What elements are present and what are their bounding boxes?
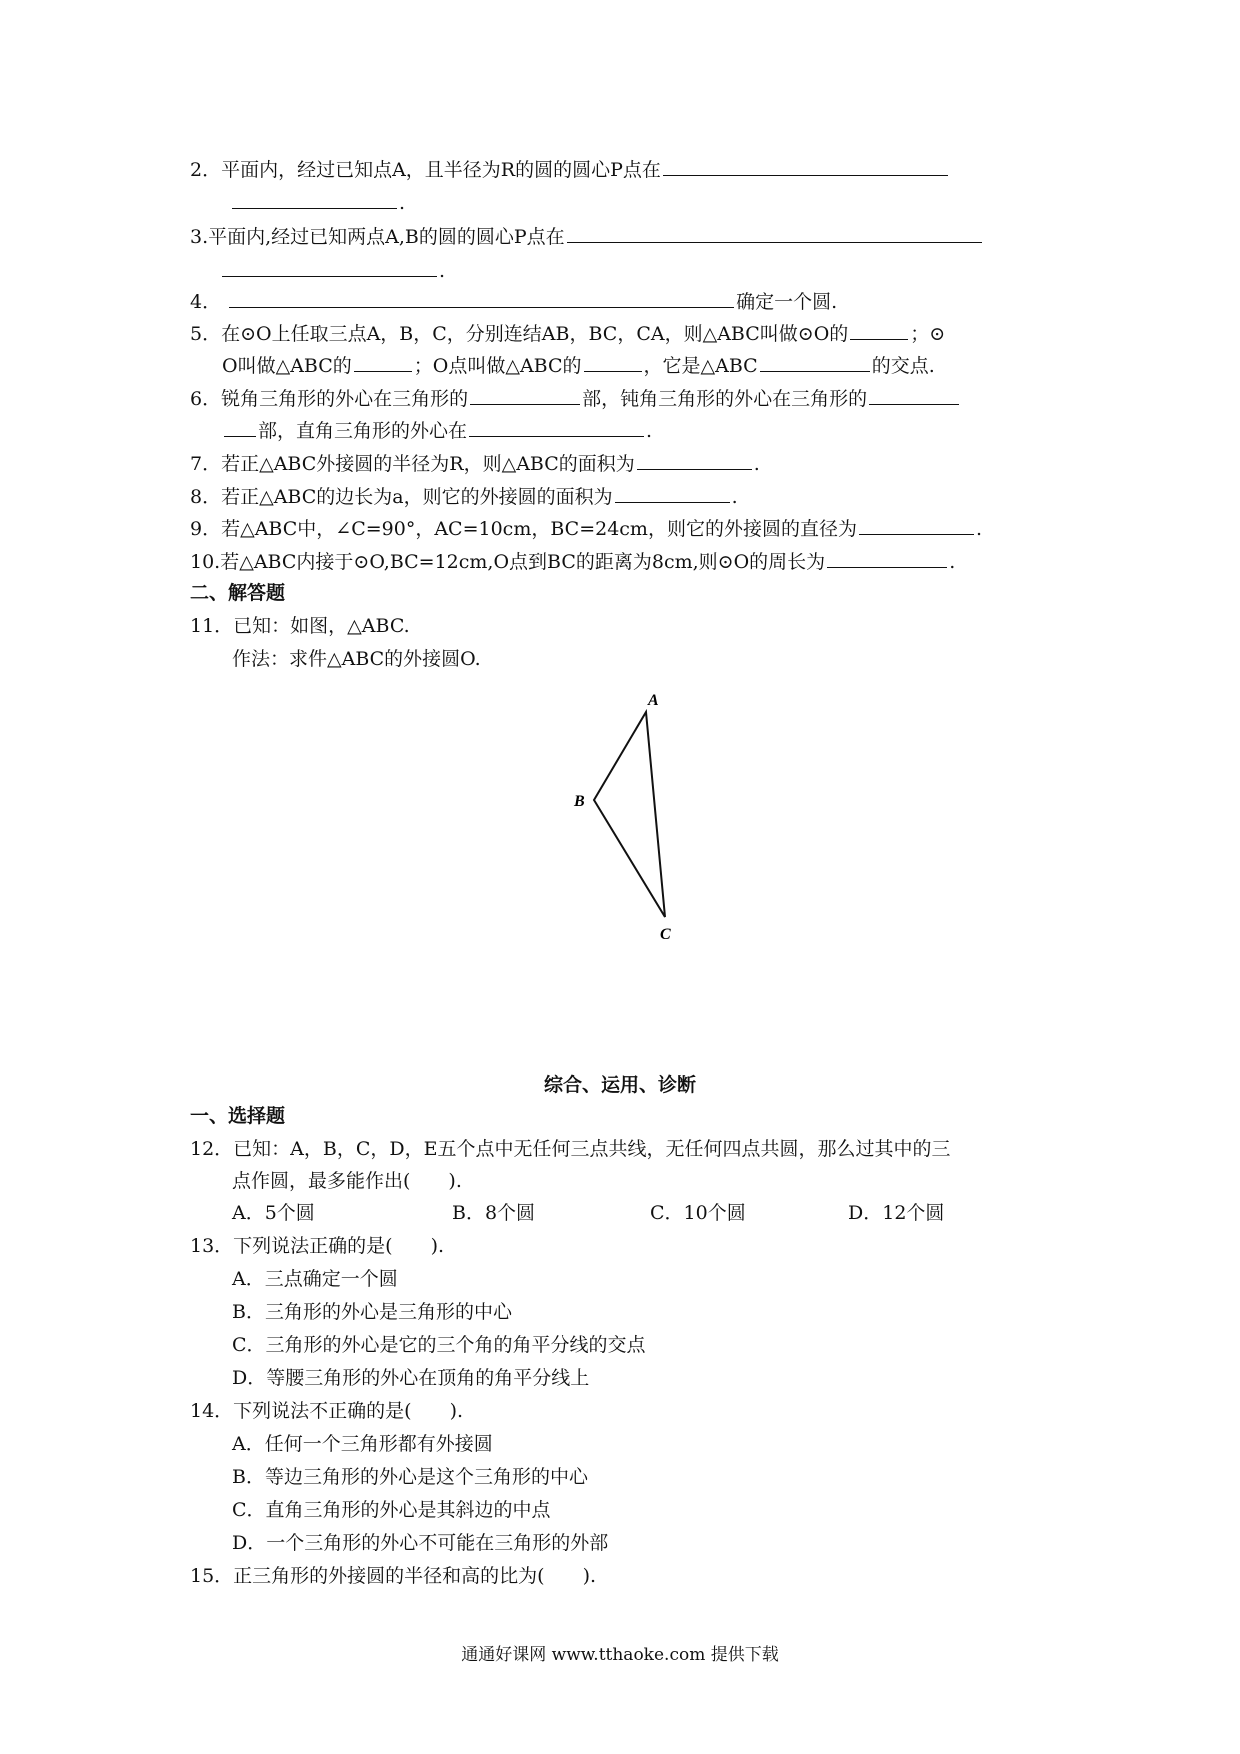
question-7 [190, 449, 760, 477]
answer-blank[interactable] [222, 256, 437, 277]
option-c[interactable]: C．10个圆 [650, 1202, 746, 1224]
answer-blank[interactable] [567, 222, 982, 243]
question-5 [190, 319, 945, 347]
answer-blank[interactable] [850, 319, 908, 340]
option-c[interactable]: C．三角形的外心是它的三个角的角平分线的交点 [232, 1334, 646, 1356]
period: . [949, 551, 956, 573]
answer-blank[interactable] [232, 188, 397, 209]
triangle-figure [560, 685, 700, 945]
question-4-text: 确定一个圆. [736, 291, 838, 313]
period: . [753, 453, 760, 475]
question-6-cont [222, 416, 652, 444]
question-11-instruction: 作法：求件△ABC的外接圆O. [232, 648, 481, 670]
page-footer: 通通好课网 www.tthaoke.com 提供下载 [461, 1645, 779, 1665]
question-8 [190, 482, 738, 510]
question-5-cont [222, 351, 935, 379]
question-4-number: 4． [190, 291, 222, 313]
question-6-text: 6．锐角三角形的外心在三角形的 [190, 388, 469, 410]
question-11: 11．已知：如图，△ABC. [190, 615, 410, 637]
question-14: 14．下列说法不正确的是( ). [190, 1400, 464, 1422]
period: . [439, 260, 446, 282]
answer-blank[interactable] [615, 482, 730, 503]
answer-blank[interactable] [470, 384, 580, 405]
question-6 [190, 384, 961, 412]
option-d[interactable]: D．等腰三角形的外心在顶角的角平分线上 [232, 1367, 590, 1389]
question-6-text-b: 部，钝角三角形的外心在三角形的 [582, 388, 868, 410]
section-heading: 一、选择题 [190, 1105, 286, 1127]
question-15: 15．正三角形的外接圆的半径和高的比为( ). [190, 1565, 597, 1587]
option-a[interactable]: A．任何一个三角形都有外接圆 [232, 1433, 493, 1455]
question-9 [190, 514, 982, 542]
question-4 [190, 287, 837, 315]
question-10 [190, 547, 955, 575]
period: . [975, 518, 982, 540]
question-7-text: 7．若正△ABC外接圆的半径为R，则△ABC的面积为 [190, 453, 635, 475]
question-3-text: 3.平面内,经过已知两点A,B的圆的圆心P点在 [190, 226, 565, 248]
question-6-text-c: 部，直角三角形的外心在 [258, 420, 468, 442]
period: . [399, 192, 406, 214]
question-3-cont [220, 256, 445, 284]
answer-blank[interactable] [859, 514, 974, 535]
option-d[interactable]: D．一个三角形的外心不可能在三角形的外部 [232, 1532, 609, 1554]
triangle-abc [594, 712, 665, 917]
answer-blank[interactable] [584, 351, 642, 372]
question-5-text-c: O叫做△ABC的 [222, 355, 352, 377]
option-a[interactable]: A．三点确定一个圆 [232, 1268, 398, 1290]
answer-blank[interactable] [229, 287, 734, 308]
question-8-text: 8．若正△ABC的边长为a，则它的外接圆的面积为 [190, 486, 613, 508]
period: . [646, 420, 653, 442]
question-5-text: 5．在⊙O上任取三点A，B，C，分别连结AB，BC，CA，则△ABC叫做⊙O的 [190, 323, 849, 345]
question-13: 13．下列说法正确的是( ). [190, 1235, 445, 1257]
question-3 [190, 222, 984, 250]
answer-blank[interactable] [869, 384, 959, 405]
answer-blank[interactable] [663, 155, 948, 176]
answer-blank[interactable] [827, 547, 947, 568]
question-2 [190, 155, 950, 183]
answer-blank[interactable] [637, 449, 752, 470]
question-2-text: 2．平面内，经过已知点A，且半径为R的圆的圆心P点在 [190, 159, 661, 181]
question-2-cont [230, 188, 405, 216]
answer-blank[interactable] [469, 416, 644, 437]
answer-blank[interactable] [354, 351, 412, 372]
vertex-label-c: C [660, 926, 671, 943]
vertex-label-b: B [574, 793, 585, 810]
answer-blank[interactable] [760, 351, 870, 372]
option-b[interactable]: B．三角形的外心是三角形的中心 [232, 1301, 512, 1323]
answer-blank[interactable] [224, 416, 256, 437]
question-5-text-e: ，它是△ABC [643, 355, 758, 377]
question-9-text: 9．若△ABC中，∠C=90°，AC=10cm，BC=24cm，则它的外接圆的直径为 [190, 518, 857, 540]
question-10-text: 10.若△ABC内接于⊙O,BC=12cm,O点到BC的距离为8cm,则⊙O的周长为 [190, 551, 826, 573]
part-title: 综合、运用、诊断 [543, 1074, 696, 1096]
period: . [731, 486, 738, 508]
option-d[interactable]: D．12个圆 [848, 1202, 945, 1224]
option-c[interactable]: C．直角三角形的外心是其斜边的中点 [232, 1499, 551, 1521]
question-12: 12．已知：A，B，C，D，E五个点中无任何三点共线，无任何四点共圆，那么过其中的三 [190, 1138, 951, 1160]
section-heading: 二、解答题 [190, 582, 286, 604]
option-b[interactable]: B．8个圆 [452, 1202, 536, 1224]
option-a[interactable]: A．5个圆 [232, 1202, 315, 1224]
question-12-options [232, 1200, 944, 1226]
question-5-text-b: ；⊙ [910, 323, 946, 345]
option-b[interactable]: B．等边三角形的外心是这个三角形的中心 [232, 1466, 588, 1488]
question-5-text-d: ；O点叫做△ABC的 [413, 355, 582, 377]
question-12-cont: 点作圆，最多能作出( ). [232, 1170, 462, 1192]
question-5-text-f: 的交点. [871, 355, 935, 377]
vertex-label-a: A [648, 692, 659, 709]
